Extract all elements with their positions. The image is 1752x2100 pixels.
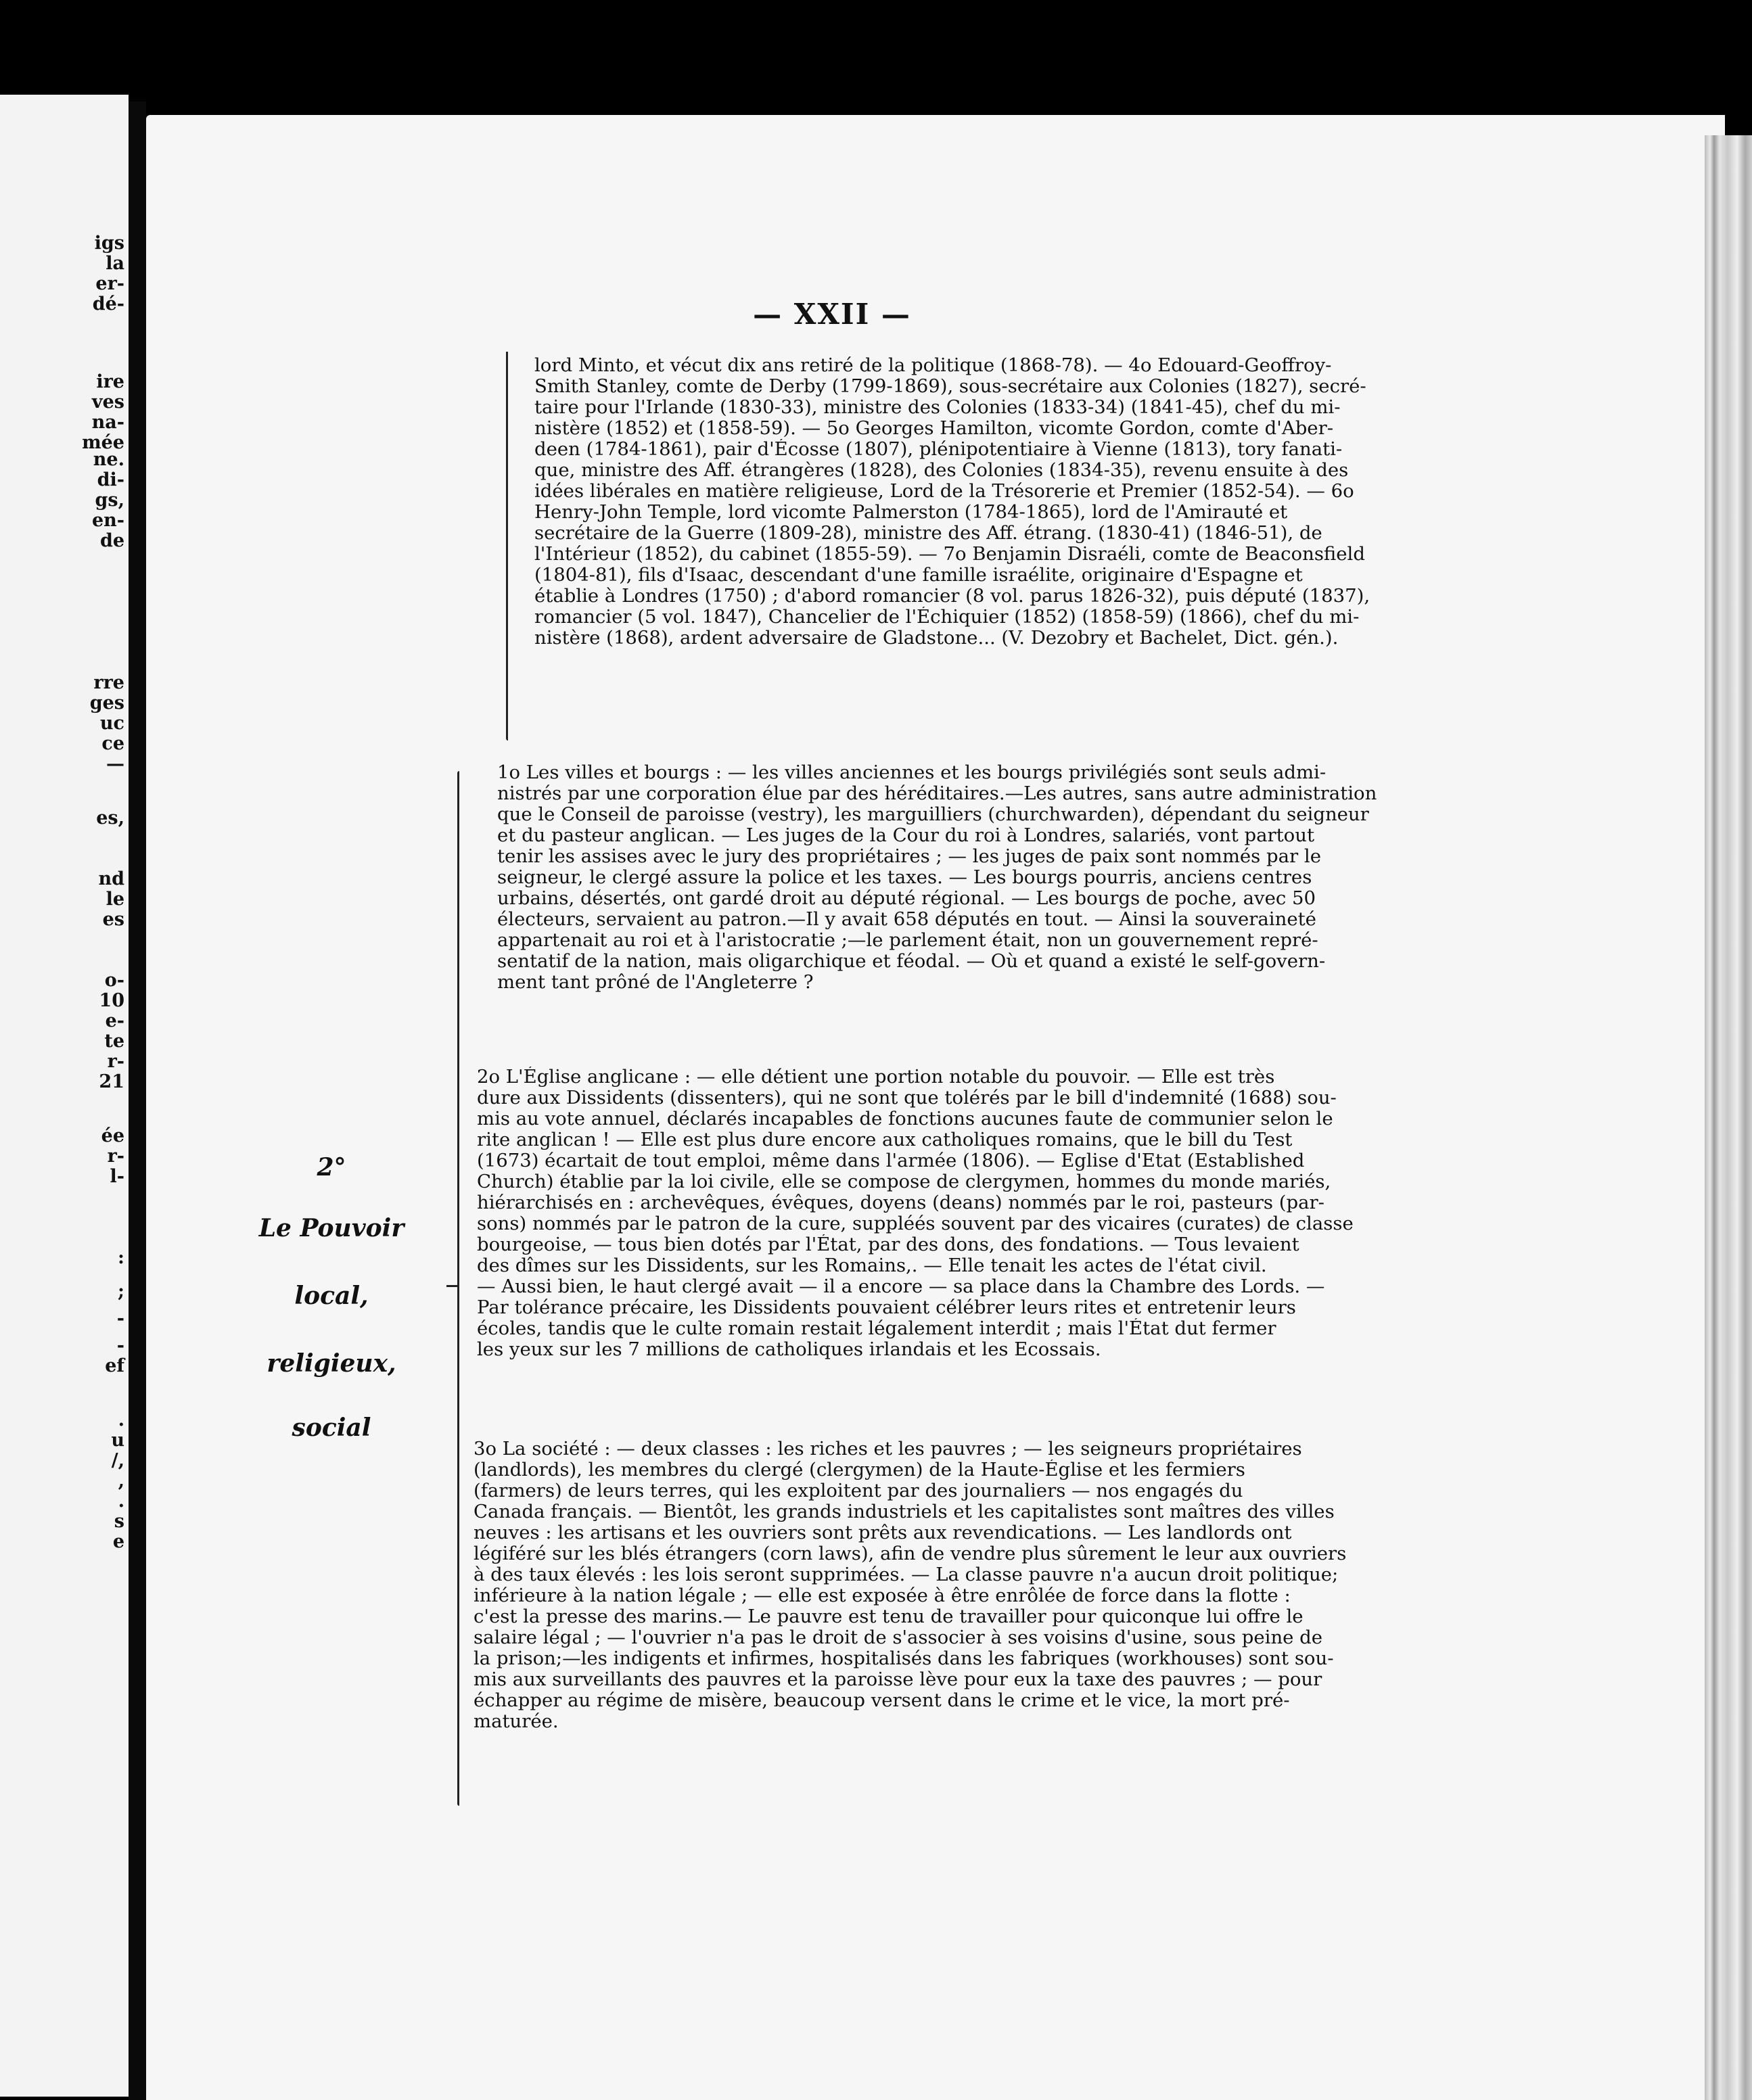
text-line: Par tolérance précaire, les Dissidents pouvaient célébrer leurs rites et entretenir leurs [477,1297,1296,1318]
text-line: c'est la presse des marins.— Le pauvre est tenu de travailler pour quiconque lui offre le [474,1606,1304,1627]
text-line: romancier (5 vol. 1847), Chancelier de l'Échiquier (1852) (1858-59) (1866), chef du mi- [534,607,1360,628]
facing-page-fragment: ce [101,733,124,754]
footnote-bracket [506,352,508,741]
text-line: maturée. [474,1711,559,1732]
facing-page-fragment: uc [99,713,124,734]
text-line: (farmers) de leurs terres, qui les exploitent par des journaliers — nos engagés du [474,1480,1243,1501]
facing-page-fragment: r- [107,1051,124,1072]
text-line: l'Intérieur (1852), du cabinet (1855-59). — 7o Benjamin Disraéli, comte de Beaconsfield [534,544,1365,565]
text-line: neuves : les artisans et les ouvriers sont prêts aux revendications. — Les landlords ont [474,1522,1292,1543]
facing-page-fragment: en- [91,510,124,531]
text-line: Canada français. — Bientôt, les grands industriels et les capitalistes sont maîtres des villes [474,1501,1335,1522]
text-line: deen (1784-1861), pair d'Écosse (1807), plénipotentiaire à Vienne (1813), tory fanati- [534,439,1343,460]
text-line: les yeux sur les 7 millions de catholiques irlandais et les Ecossais. [477,1339,1101,1360]
facing-page-fragment: ges [89,693,124,714]
side-label-line3: religieux, [267,1349,396,1378]
facing-page-fragment: na- [91,412,124,433]
facing-page-fragment: e- [105,1010,124,1031]
facing-page-fragment: ire [96,371,124,392]
text-line: légiféré sur les blés étrangers (corn laws), afin de vendre plus sûrement le leur aux ouvriers [474,1543,1347,1564]
facing-page-fragment: ée [101,1125,124,1146]
facing-page-fragment: l- [110,1166,124,1187]
facing-page-fragment: le [106,889,124,910]
text-line: mis aux surveillants des pauvres et la paroisse lève pour eux la taxe des pauvres ; — pour [474,1669,1322,1690]
facing-page-fragment: igs [94,233,124,254]
facing-page-fragment: dé- [92,294,124,314]
facing-page-fragment: 10 [99,990,124,1011]
text-line: 2o L'Église anglicane : — elle détient une portion notable du pouvoir. — Elle est très [477,1067,1275,1088]
text-line: (landlords), les membres du clergé (clergymen) de la Haute-Église et les fermiers [474,1460,1245,1480]
facing-page-fragment: r- [107,1146,124,1167]
text-line: et du pasteur anglican. — Les juges de la Cour du roi à Londres, salariés, vont partout [497,825,1314,846]
facing-page-fragment: o- [104,970,124,991]
text-line: hiérarchisés en : archevêques, évêques, doyens (deans) nommés par le roi, pasteurs (par- [477,1192,1324,1213]
facing-page-fragment: es, [96,808,124,829]
facing-page-fragment: gs, [95,490,124,511]
facing-page-fragment: s [114,1511,124,1532]
text-line: établie à Londres (1750) ; d'abord romancier (8 vol. parus 1826-32), puis député (1837), [534,586,1370,607]
text-line: mis au vote annuel, déclarés incapables de fonctions aucunes faute de communier selon le [477,1109,1333,1129]
text-line: rite anglican ! — Elle est plus dure encore aux catholiques romains, que le bill du Test [477,1129,1293,1150]
facing-page [0,95,129,2097]
facing-page-fragment: es [102,909,124,930]
facing-page-fragment: ; [118,1281,124,1302]
text-line: à des taux élevés : les lois seront supprimées. — La classe pauvre n'a aucun droit politique; [474,1564,1339,1585]
facing-page-fragment: u [111,1430,124,1451]
section-eglise-anglicane [477,1067,1404,1360]
text-line: idées libérales en matière religieuse, Lord de la Trésorerie et Premier (1852-54). — 6o [534,481,1354,502]
text-line: (1804-81), fils d'Isaac, descendant d'une famille israélite, originaire d'Espagne et [534,565,1303,586]
section-societe [474,1439,1380,1732]
text-line: lord Minto, et vécut dix ans retiré de la politique (1868-78). — 4o Edouard-Geoffroy- [534,355,1332,376]
text-line: taire pour l'Irlande (1830-33), ministre des Colonies (1833-34) (1841-45), chef du mi- [534,397,1341,418]
text-line: la prison;—les indigents et infirmes, hospitalisés dans les fabriques (workhouses) sont sou- [474,1648,1334,1669]
side-label-number: 2° [317,1153,346,1182]
facing-page-fragment: er- [95,273,124,294]
facing-page-fragment: 21 [99,1071,124,1092]
text-line: secrétaire de la Guerre (1809-28), ministre des Aff. étrang. (1830-41) (1846-51), de [534,523,1322,544]
text-line: Church) établie par la loi civile, elle se compose de clergymen, hommes du monde mariés, [477,1171,1331,1192]
facing-page-fragment: — [106,753,124,774]
text-line: 3o La société : — deux classes : les riches et les pauvres ; — les seigneurs propriétaires [474,1439,1302,1460]
facing-page-fragment: e [112,1531,124,1552]
text-line: appartenait au roi et à l'aristocratie ;—le parlement était, non un gouvernement repré- [497,930,1318,951]
book-spine [129,101,146,2100]
facing-page-fragment: ef [105,1355,124,1376]
facing-page-fragment: : [118,1247,124,1268]
facing-page-fragment: nd [98,868,124,889]
facing-page-fragment: /, [111,1450,124,1471]
page-edges [1705,135,1752,2100]
text-line: seigneur, le clergé assure la police et les taxes. — Les bourgs pourris, anciens centres [497,867,1312,888]
side-label-line2: local, [294,1282,369,1310]
text-line: échapper au régime de misère, beaucoup versent dans le crime et le vice, la mort pré- [474,1690,1290,1711]
text-line: Henry-John Temple, lord vicomte Palmerston (1784-1865), lord de l'Amirauté et [534,502,1288,523]
section-brace-tip [446,1285,459,1287]
facing-page-fragment: ne. [93,449,124,470]
facing-page-fragment: rre [93,672,124,693]
text-line: nistère (1868), ardent adversaire de Gladstone... (V. Dezobry et Bachelet, Dict. gén.). [534,628,1339,649]
text-line: (1673) écartait de tout emploi, même dans l'armée (1806). — Eglise d'Etat (Established [477,1150,1305,1171]
text-line: électeurs, servaient au patron.—Il y avait 658 députés en tout. — Ainsi la souveraineté [497,909,1316,930]
facing-page-fragment: di- [97,469,124,490]
side-label-line4: social [292,1414,371,1442]
side-label-line1: Le Pouvoir [258,1214,405,1242]
text-line: que le Conseil de paroisse (vestry), les marguilliers (churchwarden), dépendant du seigneur [497,804,1369,825]
facing-page-fragment: ves [91,392,124,413]
page-number: — XXII — [753,298,911,331]
text-line: ment tant prôné de l'Angleterre ? [497,972,814,993]
text-line: que, ministre des Aff. étrangères (1828), des Colonies (1834-35), revenu ensuite à des [534,460,1349,481]
text-line: dure aux Dissidents (dissenters), qui ne sont que tolérés par le bill d'indemnité (1688) sou- [477,1088,1337,1109]
text-line: inférieure à la nation légale ; — elle est exposée à être enrôlée de force dans la flotte : [474,1585,1291,1606]
text-line: sons) nommés par le patron de la cure, suppléés souvent par des vicaires (curates) de classe [477,1213,1354,1234]
facing-page-fragment: mée [82,432,124,453]
facing-page-fragment: - [116,1308,124,1329]
text-line: sentatif de la nation, mais oligarchique et féodal. — Où et quand a existé le self-govern- [497,951,1326,972]
facing-page-fragment: , [118,1470,124,1491]
text-line: écoles, tandis que le culte romain restait légalement interdit ; mais l'État dut fermer [477,1318,1276,1339]
facing-page-fragment: te [104,1031,124,1052]
text-line: Smith Stanley, comte de Derby (1799-1869), sous-secrétaire aux Colonies (1827), secré- [534,376,1366,397]
footnote [534,355,1424,649]
text-line: — Aussi bien, le haut clergé avait — il a encore — sa place dans la Chambre des Lords. — [477,1276,1325,1297]
text-line: nistrés par une corporation élue par des héréditaires.—Les autres, sans autre administration [497,783,1377,804]
section-villes-et-bourgs [497,762,1424,993]
section-brace [457,771,459,1806]
facing-page-fragment: . [118,1491,124,1512]
text-line: tenir les assises avec le jury des propriétaires ; — les juges de paix sont nommés par le [497,846,1321,867]
text-line: salaire légal ; — l'ouvrier n'a pas le droit de s'associer à ses voisins d'usine, sous peine de [474,1627,1323,1648]
text-line: 1o Les villes et bourgs : — les villes anciennes et les bourgs privilégiés sont seuls admi- [497,762,1327,783]
facing-page-fragment: de [99,530,124,551]
facing-page-fragment: - [116,1335,124,1356]
text-line: nistère (1852) et (1858-59). — 5o Georges Hamilton, vicomte Gordon, comte d'Aber- [534,418,1334,439]
facing-page-fragment: . [118,1409,124,1430]
facing-page-fragment: la [106,253,124,274]
text-line: bourgeoise, — tous bien dotés par l'État, par des dons, des fondations. — Tous levaient [477,1234,1299,1255]
text-line: urbains, désertés, ont gardé droit au député régional. — Les bourgs de poche, avec 50 [497,888,1316,909]
text-line: des dîmes sur les Dissidents, sur les Romains,. — Elle tenait les actes de l'état civil. [477,1255,1267,1276]
